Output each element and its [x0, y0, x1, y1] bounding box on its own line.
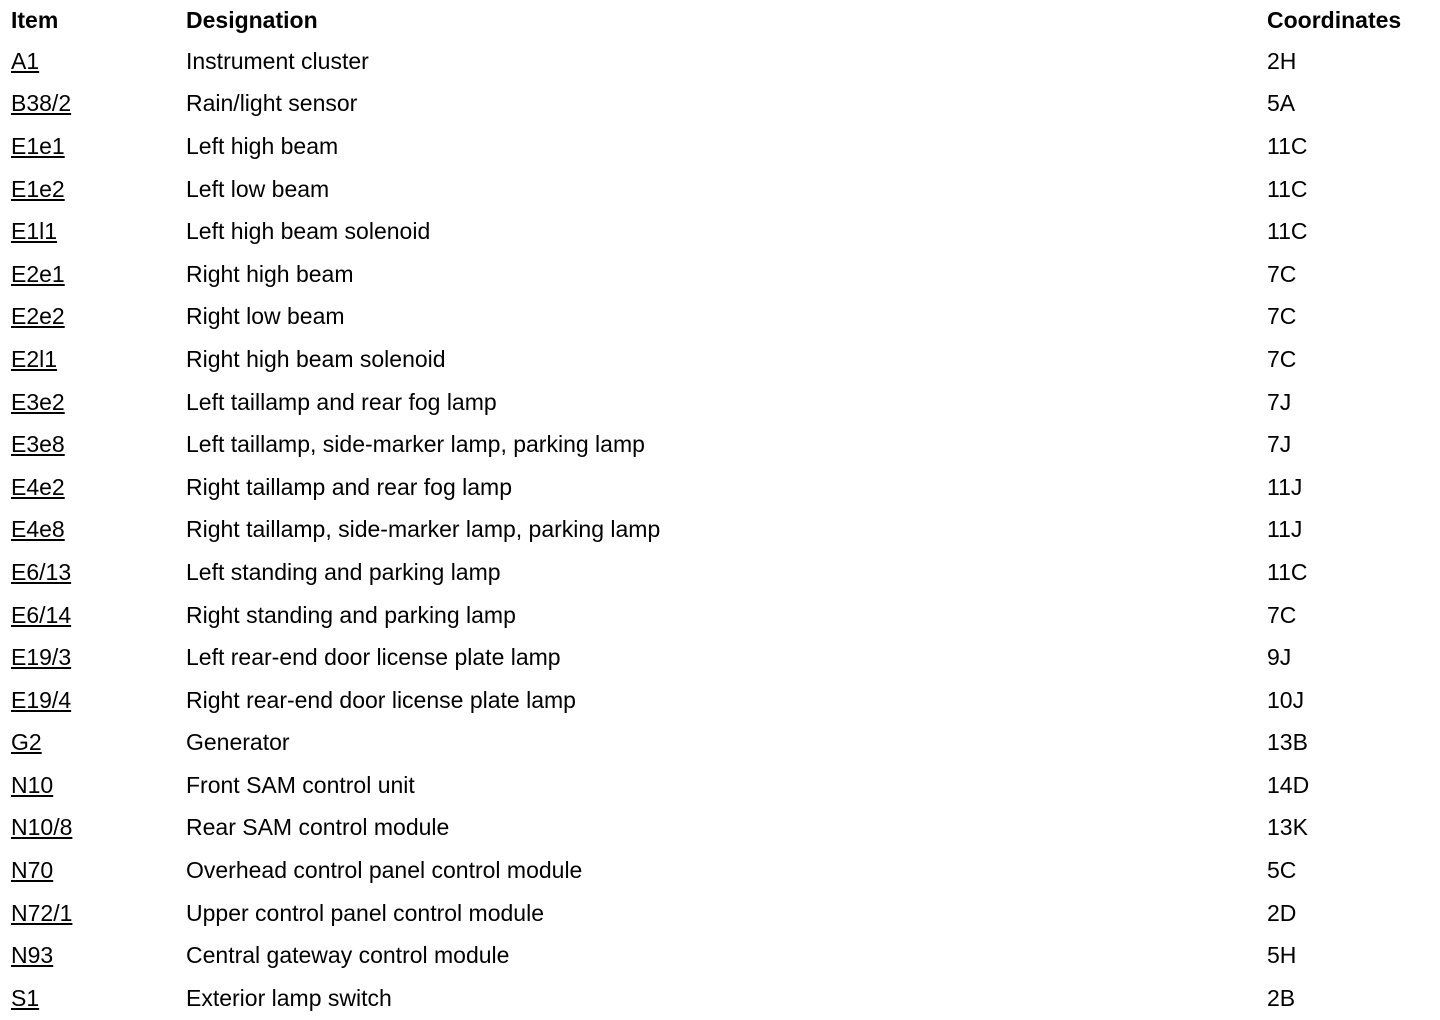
- coordinates-cell: 2D: [1267, 899, 1297, 926]
- item-link[interactable]: G2: [11, 729, 42, 756]
- designation-cell: Left rear-end door license plate lamp: [186, 644, 561, 671]
- table-row: [0, 722, 1430, 765]
- table-row: [0, 679, 1430, 722]
- table-row: [0, 594, 1430, 637]
- coordinates-cell: 5C: [1267, 857, 1297, 884]
- designation-cell: Overhead control panel control module: [186, 857, 583, 884]
- coordinates-cell: 7C: [1267, 601, 1297, 628]
- designation-cell: Left standing and parking lamp: [186, 558, 501, 585]
- item-link[interactable]: N10/8: [11, 814, 73, 841]
- table-body: [0, 40, 1430, 1020]
- designation-cell: Left high beam solenoid: [186, 218, 431, 245]
- item-link[interactable]: N10: [11, 771, 54, 798]
- item-link[interactable]: N93: [11, 942, 54, 969]
- coordinates-cell: 9J: [1267, 644, 1292, 671]
- item-cell: [0, 594, 185, 637]
- header-item: Item: [11, 6, 59, 33]
- table-row: [0, 807, 1430, 850]
- designation-cell: Left taillamp, side-marker lamp, parking lamp: [186, 431, 645, 458]
- item-cell: [0, 679, 185, 722]
- table-row: [0, 168, 1430, 211]
- table-row: [0, 764, 1430, 807]
- item-cell: [0, 807, 185, 850]
- table-header: [0, 0, 1430, 40]
- coordinates-cell: 11C: [1267, 218, 1308, 245]
- item-link[interactable]: E19/3: [11, 644, 72, 671]
- designation-cell: Right taillamp, side-marker lamp, parking lamp: [186, 516, 661, 543]
- item-link[interactable]: E1e1: [11, 132, 65, 159]
- item-link[interactable]: E3e2: [11, 388, 65, 415]
- item-cell: [0, 551, 185, 594]
- designation-cell: Left taillamp and rear fog lamp: [186, 388, 497, 415]
- item-cell: [0, 466, 185, 509]
- table-row: [0, 423, 1430, 466]
- item-link[interactable]: N70: [11, 857, 54, 884]
- coordinates-cell: 2H: [1267, 47, 1297, 74]
- header-coordinates: Coordinates: [1267, 6, 1402, 33]
- table-row: [0, 977, 1430, 1020]
- designation-cell: Right high beam solenoid: [186, 345, 446, 372]
- table-row: [0, 381, 1430, 424]
- designation-cell: Front SAM control unit: [186, 771, 415, 798]
- item-link[interactable]: E2l1: [11, 345, 58, 372]
- item-cell: [0, 253, 185, 296]
- item-link[interactable]: E1l1: [11, 218, 58, 245]
- item-cell: [0, 423, 185, 466]
- item-cell: [0, 764, 185, 807]
- designation-cell: Central gateway control module: [186, 942, 510, 969]
- table-row: [0, 83, 1430, 126]
- item-cell: [0, 722, 185, 765]
- coordinates-cell: 7C: [1267, 303, 1297, 330]
- coordinates-cell: 11C: [1267, 558, 1308, 585]
- item-link[interactable]: S1: [11, 984, 40, 1011]
- coordinates-cell: 11J: [1267, 473, 1303, 500]
- item-link[interactable]: E4e8: [11, 516, 65, 543]
- designation-cell: Rear SAM control module: [186, 814, 450, 841]
- table-row: [0, 509, 1430, 552]
- item-cell: [0, 338, 185, 381]
- designation-cell: Right standing and parking lamp: [186, 601, 516, 628]
- item-link[interactable]: E2e2: [11, 303, 65, 330]
- item-cell: [0, 83, 185, 126]
- table-row: [0, 338, 1430, 381]
- coordinates-cell: 5A: [1267, 90, 1296, 117]
- item-link[interactable]: E3e8: [11, 431, 65, 458]
- item-cell: [0, 509, 185, 552]
- item-link[interactable]: E2e1: [11, 260, 65, 287]
- table-row: [0, 253, 1430, 296]
- coordinates-cell: 11J: [1267, 516, 1303, 543]
- designation-cell: Exterior lamp switch: [186, 984, 392, 1011]
- designation-cell: Upper control panel control module: [186, 899, 544, 926]
- item-cell: [0, 40, 185, 83]
- coordinates-cell: 10J: [1267, 686, 1305, 713]
- designation-cell: Rain/light sensor: [186, 90, 358, 117]
- table-row: [0, 40, 1430, 83]
- designation-cell: Right taillamp and rear fog lamp: [186, 473, 512, 500]
- designation-cell: Right high beam: [186, 260, 354, 287]
- coordinates-cell: 7C: [1267, 345, 1297, 372]
- item-cell: [0, 849, 185, 892]
- table-row: [0, 551, 1430, 594]
- table-row: [0, 849, 1430, 892]
- coordinates-cell: 13K: [1267, 814, 1308, 841]
- item-link[interactable]: E1e2: [11, 175, 65, 202]
- coordinates-cell: 11C: [1267, 175, 1308, 202]
- item-link[interactable]: E6/13: [11, 558, 72, 585]
- item-link[interactable]: N72/1: [11, 899, 73, 926]
- table-row: [0, 892, 1430, 935]
- designation-cell: Left high beam: [186, 132, 339, 159]
- header-row: [0, 0, 1430, 40]
- table-row: [0, 125, 1430, 168]
- item-cell: [0, 210, 185, 253]
- item-link[interactable]: E19/4: [11, 686, 72, 713]
- table-row: [0, 466, 1430, 509]
- designation-cell: Generator: [186, 729, 290, 756]
- table-row: [0, 296, 1430, 339]
- item-cell: [0, 125, 185, 168]
- designation-cell: Instrument cluster: [186, 47, 369, 74]
- item-cell: [0, 381, 185, 424]
- designation-cell: Right rear-end door license plate lamp: [186, 686, 576, 713]
- designation-cell: Left low beam: [186, 175, 330, 202]
- item-cell: [0, 636, 185, 679]
- coordinates-cell: 7J: [1267, 388, 1292, 415]
- coordinates-cell: 11C: [1267, 132, 1308, 159]
- item-cell: [0, 977, 185, 1020]
- item-link[interactable]: B38/2: [11, 90, 72, 117]
- coordinates-cell: 13B: [1267, 729, 1308, 756]
- table-row: [0, 210, 1430, 253]
- coordinates-cell: 5H: [1267, 942, 1297, 969]
- table-row: [0, 934, 1430, 977]
- coordinates-cell: 7C: [1267, 260, 1297, 287]
- header-designation: Designation: [186, 6, 318, 33]
- item-cell: [0, 892, 185, 935]
- coordinates-cell: 14D: [1267, 771, 1310, 798]
- item-cell: [0, 296, 185, 339]
- coordinates-cell: 2B: [1267, 984, 1296, 1011]
- item-link[interactable]: A1: [11, 47, 40, 74]
- item-link[interactable]: E6/14: [11, 601, 72, 628]
- coordinates-cell: 7J: [1267, 431, 1292, 458]
- item-link[interactable]: E4e2: [11, 473, 65, 500]
- item-cell: [0, 934, 185, 977]
- table-row: [0, 636, 1430, 679]
- item-cell: [0, 168, 185, 211]
- designation-cell: Right low beam: [186, 303, 345, 330]
